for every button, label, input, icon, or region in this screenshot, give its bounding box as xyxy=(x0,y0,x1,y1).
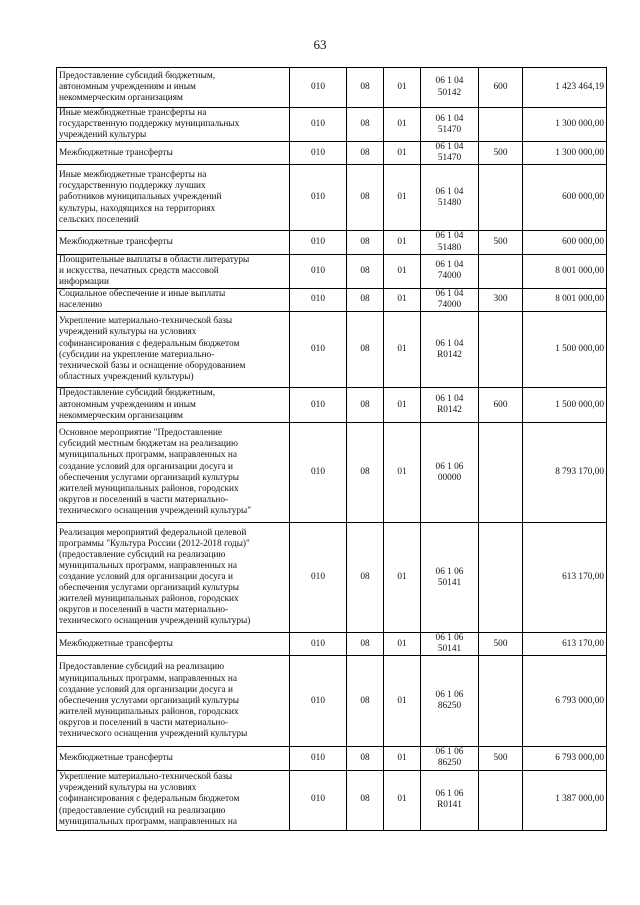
row-amount-cell: 613 170,00 xyxy=(523,523,607,633)
row-pr-cell: 01 xyxy=(384,108,421,142)
row-amount-cell: 1 300 000,00 xyxy=(523,142,607,165)
row-vr-cell xyxy=(479,656,523,747)
table-row xyxy=(57,770,607,830)
row-pr-cell: 01 xyxy=(384,388,421,423)
row-vr-cell: 600 xyxy=(479,68,523,108)
row-rz-cell: 08 xyxy=(347,388,384,423)
table-row xyxy=(57,108,607,142)
row-grbs-cell: 010 xyxy=(290,770,347,830)
table-row xyxy=(57,747,607,770)
table-row xyxy=(57,388,607,423)
row-rz-cell: 08 xyxy=(347,288,384,311)
row-vr-cell xyxy=(479,770,523,830)
row-pr-cell: 01 xyxy=(384,523,421,633)
row-grbs-cell: 010 xyxy=(290,656,347,747)
row-csr-cell: 06 1 06 86250 xyxy=(421,747,479,770)
row-name-cell: Укрепление материально-технической базы учреждений культуры на условиях софинансирования с федеральным бюджетом (предоставление субсидий на реализацию муниципальных программ, направленных на xyxy=(57,770,290,830)
budget-table xyxy=(56,67,607,831)
row-rz-cell: 08 xyxy=(347,108,384,142)
table-row xyxy=(57,165,607,231)
row-amount-cell: 1 300 000,00 xyxy=(523,108,607,142)
row-amount-cell: 1 423 464,19 xyxy=(523,68,607,108)
row-name-cell: Иные межбюджетные трансферты на государственную поддержку муниципальных учреждений культуры xyxy=(57,108,290,142)
row-name-cell: Предоставление субсидий на реализацию муниципальных программ, направленных на создание условий для организации досуга и обеспечения услугами организаций культуры жителей муниципальных районов, городских округов и поселений в части материально- технического оснащения учреждений культуры xyxy=(57,656,290,747)
row-grbs-cell: 010 xyxy=(290,254,347,288)
row-pr-cell: 01 xyxy=(384,254,421,288)
page-number: 63 xyxy=(313,37,327,52)
row-grbs-cell: 010 xyxy=(290,288,347,311)
row-amount-cell: 600 000,00 xyxy=(523,165,607,231)
row-name-cell: Социальное обеспечение и иные выплаты населению xyxy=(57,288,290,311)
row-rz-cell: 08 xyxy=(347,423,384,523)
row-vr-cell xyxy=(479,254,523,288)
table-row xyxy=(57,633,607,656)
row-name-cell: Межбюджетные трансферты xyxy=(57,142,290,165)
row-pr-cell: 01 xyxy=(384,288,421,311)
row-rz-cell: 08 xyxy=(347,165,384,231)
table-row xyxy=(57,231,607,254)
row-name-cell: Реализация мероприятий федеральной целевой программы "Культура России (2012-2018 годы)" (предоставление субсидий на реализацию муниципальных программ, направленных на создание условий для организации досуга и обеспечения услугами организаций культуры жителей муниципальных районов, городских округов и поселений в части материально- технического оснащения учреждений культуры) xyxy=(57,523,290,633)
row-grbs-cell: 010 xyxy=(290,108,347,142)
row-pr-cell: 01 xyxy=(384,656,421,747)
row-csr-cell: 06 1 06 00000 xyxy=(421,423,479,523)
table-row xyxy=(57,312,607,388)
row-amount-cell: 8 793 170,00 xyxy=(523,423,607,523)
row-amount-cell: 8 001 000,00 xyxy=(523,254,607,288)
row-pr-cell: 01 xyxy=(384,312,421,388)
row-pr-cell: 01 xyxy=(384,142,421,165)
row-name-cell: Предоставление субсидий бюджетным, автономным учреждениям и иным некоммерческим организациям xyxy=(57,388,290,423)
table-row xyxy=(57,254,607,288)
row-csr-cell: 06 1 04 R0142 xyxy=(421,312,479,388)
row-amount-cell: 613 170,00 xyxy=(523,633,607,656)
row-name-cell: Основное мероприятие "Предоставление субсидий местным бюджетам на реализацию муниципальных программ, направленных на создание условий для организации досуга и обеспечения услугами организаций культуры жителей муниципальных районов, городских округов и поселений в части материально- технического оснащения учреждений культуры" xyxy=(57,423,290,523)
row-vr-cell: 500 xyxy=(479,633,523,656)
row-csr-cell: 06 1 04 R0142 xyxy=(421,388,479,423)
row-grbs-cell: 010 xyxy=(290,165,347,231)
row-amount-cell: 1 500 000,00 xyxy=(523,388,607,423)
row-rz-cell: 08 xyxy=(347,633,384,656)
row-csr-cell: 06 1 06 R0141 xyxy=(421,770,479,830)
row-pr-cell: 01 xyxy=(384,423,421,523)
row-vr-cell xyxy=(479,312,523,388)
row-name-cell: Предоставление субсидий бюджетным, автономным учреждениям и иным некоммерческим организациям xyxy=(57,68,290,108)
row-csr-cell: 06 1 04 51470 xyxy=(421,108,479,142)
row-grbs-cell: 010 xyxy=(290,231,347,254)
row-grbs-cell: 010 xyxy=(290,388,347,423)
row-vr-cell: 600 xyxy=(479,388,523,423)
row-vr-cell: 500 xyxy=(479,747,523,770)
row-grbs-cell: 010 xyxy=(290,423,347,523)
row-rz-cell: 08 xyxy=(347,312,384,388)
row-csr-cell: 06 1 04 51480 xyxy=(421,165,479,231)
row-amount-cell: 1 500 000,00 xyxy=(523,312,607,388)
row-rz-cell: 08 xyxy=(347,68,384,108)
row-name-cell: Межбюджетные трансферты xyxy=(57,231,290,254)
row-vr-cell xyxy=(479,108,523,142)
table-row xyxy=(57,142,607,165)
table-row xyxy=(57,523,607,633)
row-rz-cell: 08 xyxy=(347,142,384,165)
table-row xyxy=(57,423,607,523)
row-rz-cell: 08 xyxy=(347,523,384,633)
row-vr-cell xyxy=(479,165,523,231)
row-name-cell: Межбюджетные трансферты xyxy=(57,633,290,656)
row-csr-cell: 06 1 04 51480 xyxy=(421,231,479,254)
row-csr-cell: 06 1 04 51470 xyxy=(421,142,479,165)
row-vr-cell xyxy=(479,523,523,633)
table-row xyxy=(57,68,607,108)
row-csr-cell: 06 1 04 74000 xyxy=(421,288,479,311)
row-csr-cell: 06 1 04 74000 xyxy=(421,254,479,288)
table-row xyxy=(57,288,607,311)
row-grbs-cell: 010 xyxy=(290,523,347,633)
row-name-cell: Иные межбюджетные трансферты на государственную поддержку лучших работников муниципальных учреждений культуры, находящихся на территориях сельских поселений xyxy=(57,165,290,231)
row-pr-cell: 01 xyxy=(384,633,421,656)
row-pr-cell: 01 xyxy=(384,68,421,108)
table-row xyxy=(57,656,607,747)
row-pr-cell: 01 xyxy=(384,165,421,231)
row-amount-cell: 1 387 000,00 xyxy=(523,770,607,830)
row-csr-cell: 06 1 06 50141 xyxy=(421,633,479,656)
row-name-cell: Укрепление материально-технической базы учреждений культуры на условиях софинансирования с федеральным бюджетом (субсидии на укрепление материально- технической базы и оснащение оборудованием областных учреждений культуры) xyxy=(57,312,290,388)
row-vr-cell: 300 xyxy=(479,288,523,311)
row-grbs-cell: 010 xyxy=(290,312,347,388)
row-amount-cell: 8 001 000,00 xyxy=(523,288,607,311)
row-grbs-cell: 010 xyxy=(290,68,347,108)
row-name-cell: Поощрительные выплаты в области литературы и искусства, печатных средств массовой информации xyxy=(57,254,290,288)
row-grbs-cell: 010 xyxy=(290,142,347,165)
row-rz-cell: 08 xyxy=(347,656,384,747)
row-amount-cell: 6 793 000,00 xyxy=(523,656,607,747)
row-amount-cell: 600 000,00 xyxy=(523,231,607,254)
row-grbs-cell: 010 xyxy=(290,633,347,656)
row-amount-cell: 6 793 000,00 xyxy=(523,747,607,770)
row-vr-cell: 500 xyxy=(479,142,523,165)
row-csr-cell: 06 1 04 50142 xyxy=(421,68,479,108)
row-rz-cell: 08 xyxy=(347,254,384,288)
row-rz-cell: 08 xyxy=(347,770,384,830)
row-vr-cell xyxy=(479,423,523,523)
row-vr-cell: 500 xyxy=(479,231,523,254)
row-pr-cell: 01 xyxy=(384,770,421,830)
row-pr-cell: 01 xyxy=(384,747,421,770)
row-grbs-cell: 010 xyxy=(290,747,347,770)
row-pr-cell: 01 xyxy=(384,231,421,254)
row-csr-cell: 06 1 06 86250 xyxy=(421,656,479,747)
row-csr-cell: 06 1 06 50141 xyxy=(421,523,479,633)
row-rz-cell: 08 xyxy=(347,231,384,254)
row-rz-cell: 08 xyxy=(347,747,384,770)
row-name-cell: Межбюджетные трансферты xyxy=(57,747,290,770)
